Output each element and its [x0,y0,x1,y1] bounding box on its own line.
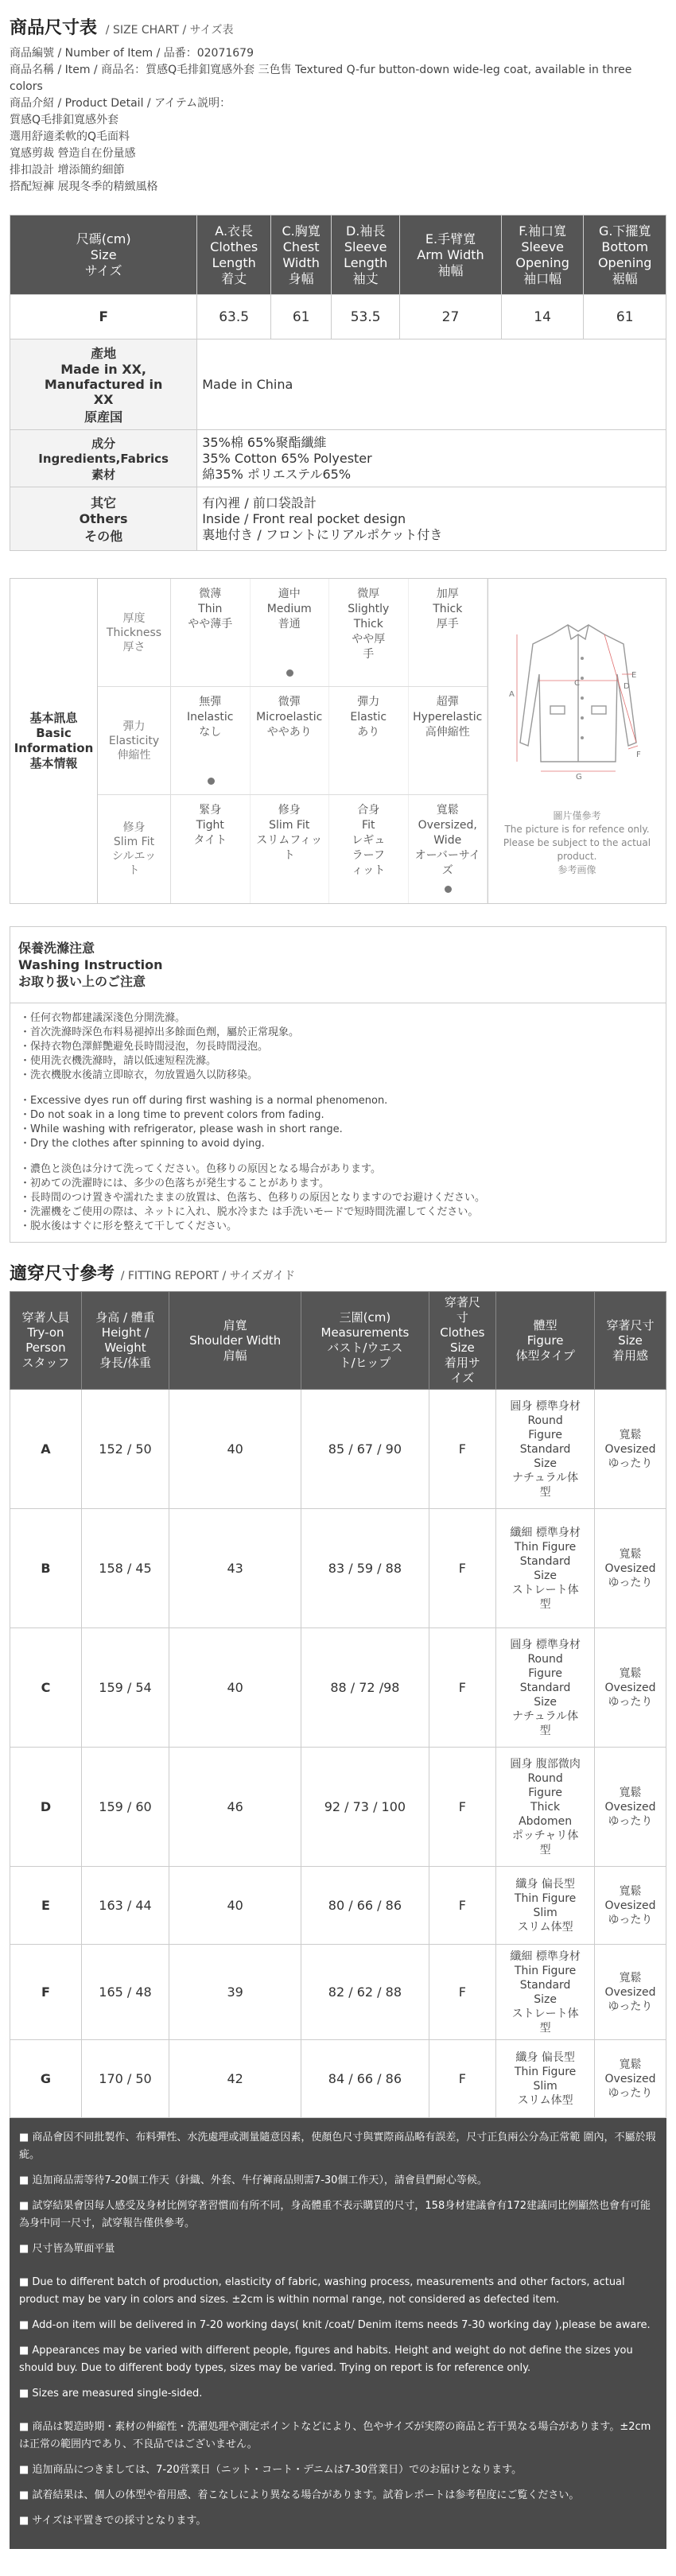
basic-info-option: 適中 Medium 普通 [251,579,330,686]
basic-info-option: 微彈 Microelastic ややあり [251,687,330,794]
washing-line: ・初めての洗濯時には、多少の色落ちが発生することがあります。 [20,1177,329,1189]
fitting-header: 穿著尺 寸 Clothes Size 着用サ イズ [429,1292,496,1390]
fit-feel: 寬鬆 Ovesized ゆったり [594,1748,666,1867]
size-label: F [10,295,197,339]
basic-info-option: 緊身 Tight タイト [171,795,251,903]
basic-info-options [171,795,488,903]
washing-group [20,1094,656,1151]
info-line: 搭配短褲 展現冬季的精緻風格 [10,180,158,193]
basic-info-row [98,795,488,903]
fit-shoulder: 40 [169,1390,301,1509]
fit-size: F [429,2040,496,2118]
notes-divider [19,2266,657,2274]
fitting-row [10,1628,666,1748]
washing-group [20,1011,656,1083]
fitting-header: 三圍(cm) Measurements バスト/ウエス ト/ヒップ [301,1292,429,1390]
page-title: 商品尺寸表 [10,18,98,38]
ingredients-label: 成分 Ingredients,Fabrics 素材 [10,430,197,487]
fit-person: E [10,1867,82,1945]
size-chart-header-row [10,215,666,295]
size-chart-header: F.袖口寬 Sleeve Opening 袖口幅 [501,215,584,295]
note-line: ■ サイズは平置きでの採寸となります。 [19,2515,207,2527]
note-line: ■ Add-on item will be delivered in 7-20 working days( knit /coat/ Denim items needs 7-30 working day ),please be aware. [19,2319,651,2331]
note-line: ■ Sizes are measured single-sided. [19,2388,203,2399]
basic-info-options [171,579,488,686]
basic-info-option: 修身 Slim Fit スリムフィッ ト [251,795,330,903]
info-line: 寬感剪裁 營造自在份量感 [10,147,136,160]
note-line: ■ 試着結果は、個人の体型や着用感、着こなしにより異なる場合があります。試着レポートは参考程度にご覧ください。 [19,2489,580,2501]
washing-title: 保養洗滌注意 Washing Instruction お取り扱い上のご注意 [10,926,666,1003]
fit-figure: 圓身 標準身材 Round Figure Standard Size ナチュラル体 型 [496,1628,595,1748]
info-line: 質感Q毛排釦寬感外套 [10,114,119,126]
washing-line: ・首次洗滌時深色布料易褪掉出多餘面色劑，屬於正常現象。 [20,1026,300,1038]
washing-line: ・長時間のつけ置きや濡れたままの放置は、色落ち、色移りの原因となりますのでお避けください。 [20,1192,486,1204]
size-value: 63.5 [197,295,271,339]
washing-line: ・While washing with refrigerator, please wash in short range. [20,1123,343,1135]
fitting-row [10,2040,666,2118]
size-value: 61 [271,295,332,339]
fit-size: F [429,1748,496,1867]
size-chart-header: D.袖長 Sleeve Length 袖丈 [332,215,400,295]
fitting-header-row [10,1292,666,1390]
fit-shoulder: 39 [169,1945,301,2040]
note-line: ■ 商品會因不同批製作、布料彈性、水洗處理或測量隨意因素，使顏色尺寸與實際商品略有誤差，尺寸正負兩公分為正常範 圍內，不屬於瑕疵。 [19,2132,656,2161]
fit-feel: 寬鬆 Ovesized ゆったり [594,1628,666,1748]
note-line: ■ 試穿結果會因每人感受及身材比例穿著習慣而有所不同，身高體重不表示購買的尺寸，158身材建議會有172建議同比例顯然也會有可能為身中同一尺寸，試穿報告僅供參考。 [19,2200,651,2229]
size-value: 27 [400,295,502,339]
fit-measurements: 85 / 67 / 90 [301,1390,429,1509]
fit-feel: 寬鬆 Ovesized ゆったり [594,1867,666,1945]
diagram-letter: A [509,690,515,699]
fit-feel: 寬鬆 Ovesized ゆったり [594,2040,666,2118]
fit-person: A [10,1390,82,1509]
fit-measurements: 92 / 73 / 100 [301,1748,429,1867]
note-line: ■ 追加商品につきましては、7-20営業日（ニット・コート・デニムは7-30営業日）でのお届けとなります。 [19,2464,523,2476]
fit-size: F [429,1867,496,1945]
diagram-letter: C [574,679,580,688]
fit-measurements: 82 / 62 / 88 [301,1945,429,2040]
note-line: ■ Appearances may be varied with different people, figures and habits. Height and weight do not define the sizes you should buy. Due to different body types, sizes may be varied. Trying on report is for reference only. [19,2345,633,2374]
basic-info-row [98,687,488,795]
fit-size: F [429,1628,496,1748]
size-value: 61 [584,295,666,339]
basic-info-title: 基本訊息 Basic Information 基本情報 [10,579,98,903]
fitting-table [10,1291,666,2118]
fitting-row [10,1509,666,1628]
fitting-body [10,1390,666,2118]
fit-person: B [10,1509,82,1628]
origin-value: Made in China [197,339,666,430]
size-chart-header: G.下擺寬 Bottom Opening 裾幅 [584,215,666,295]
fitting-header: 體型 Figure 体型タイプ [496,1292,595,1390]
washing-line: ・使用洗衣機洗滌時，請以低速短程洗滌。 [20,1055,217,1067]
basic-info-option: 加厚 Thick 厚手 [409,579,488,686]
fit-shoulder: 46 [169,1748,301,1867]
fit-person: G [10,2040,82,2118]
fit-person: F [10,1945,82,2040]
fit-shoulder: 40 [169,1628,301,1748]
size-chart-table [10,215,666,551]
washing-line: ・Dry the clothes after spinning to avoid dying. [20,1138,265,1150]
washing-line: ・洗衣機脫水後請立即晾衣，勿放置過久以防移染。 [20,1069,258,1081]
fit-figure: 纖細 標準身材 Thin Figure Standard Size ストレート体 型 [496,1509,595,1628]
header [0,0,676,196]
fitting-subtitle: / FITTING REPORT / サイズガイド [120,1270,296,1282]
info-line: 排扣設計 增添簡約細節 [10,164,125,177]
note-line: ■ Due to different batch of production, elasticity of fabric, washing process, measurements and other factors, actual product may be vary in colors and sizes. ±2cm is within normal range, not considered as defected item. [19,2276,625,2306]
washing-section [10,926,666,1243]
origin-row [10,339,666,430]
fitting-row [10,1867,666,1945]
fitting-title: 適穿尺寸參考 [10,1264,115,1284]
washing-line: ・Do not soak in a long time to prevent colors from fading. [20,1109,324,1121]
diagram-letter: D [624,682,630,691]
fit-figure: 圓身 腹部微肉 Round Figure Thick Abdomen ポッチャリ体 型 [496,1748,595,1867]
basic-info-option: 無彈 Inelastic なし [171,687,251,794]
note-line: ■ 商品は製造時期・素材の伸縮性・洗濯処理や測定ポイントなどにより、色やサイズが実際の商品と若干異なる場合があります。±2cmは正常の範囲内であり、不良品ではございません。 [19,2421,651,2450]
fit-person: D [10,1748,82,1867]
washing-line: ・保持衣物色澤鮮艷避免長時間浸泡，勿長時間浸泡。 [20,1041,269,1053]
fitting-header: 穿著尺寸 Size 着用感 [594,1292,666,1390]
basic-info-label: 修身 Slim Fit シルエッ ト [98,795,171,903]
note-line: ■ 尺寸皆為單面平量 [19,2243,115,2255]
fitting-title-block [10,1260,676,1285]
page-subtitle: / SIZE CHART / サイズ表 [105,24,234,37]
notes-divider [19,2411,657,2419]
note-line: ■ 追加商品需等待7-20個工作天（針織、外套、牛仔褲商品則需7-30個工作天），請會員們耐心等候。 [19,2174,488,2186]
size-value: 53.5 [332,295,400,339]
washing-line: ・洗濯機をご使用の際は、ネットに入れ、脱水冷また は手洗いモードで短時間洗濯してください。 [20,1206,479,1218]
fitting-header: 穿著人員 Try-on Person スタッフ [10,1292,82,1390]
diagram-caption: 圖片僅參考 The picture is for refence only. Please be subject to the actual product. 参考画像 [503,810,651,875]
product-info [10,45,666,196]
garment-diagram [488,579,666,903]
fitting-row [10,1945,666,2040]
info-line: 選用舒適柔軟的Q毛面料 [10,130,130,143]
fitting-header: 身高 / 體重 Height / Weight 身長/体重 [81,1292,169,1390]
notes-section [10,2118,666,2549]
fit-height-weight: 163 / 44 [81,1867,169,1945]
fit-height-weight: 165 / 48 [81,1945,169,2040]
others-value: 有內裡 / 前口袋設計 Inside / Front real pocket design 裏地付き / フロントにリアルポケット付き [197,487,666,551]
size-chart-header: 尺碼(cm) Size サイズ [10,215,197,295]
fit-person: C [10,1628,82,1748]
fit-shoulder: 43 [169,1509,301,1628]
ingredients-row [10,430,666,487]
fit-figure: 纖身 偏長型 Thin Figure Slim スリム体型 [496,2040,595,2118]
fit-shoulder: 42 [169,2040,301,2118]
basic-info-option: 微薄 Thin やや薄手 [171,579,251,686]
fitting-row [10,1390,666,1509]
fit-size: F [429,1945,496,2040]
fit-figure: 纖身 偏長型 Thin Figure Slim スリム体型 [496,1867,595,1945]
washing-body [10,1003,666,1243]
basic-info-option: 微厚 Slightly Thick やや厚 手 [329,579,409,686]
fit-feel: 寬鬆 Ovesized ゆったり [594,1509,666,1628]
basic-info-grid [98,579,488,903]
fit-measurements: 80 / 66 / 86 [301,1867,429,1945]
diagram-letter: G [576,773,582,782]
basic-info-label: 厚度 Thickness 厚さ [98,579,171,686]
washing-group [20,1162,656,1234]
fit-measurements: 84 / 66 / 86 [301,2040,429,2118]
others-row [10,487,666,551]
fit-feel: 寬鬆 Ovesized ゆったり [594,1390,666,1509]
fit-height-weight: 159 / 54 [81,1628,169,1748]
fit-measurements: 83 / 59 / 88 [301,1509,429,1628]
fit-height-weight: 170 / 50 [81,2040,169,2118]
washing-line: ・任何衣物都建議深淺色分開洗滌。 [20,1012,186,1024]
washing-line: ・脱水後はすぐに形を整えて干してください。 [20,1220,238,1232]
basic-info-option: 寬鬆 Oversized, Wide オーバーサイ ズ [409,795,488,903]
fit-feel: 寬鬆 Ovesized ゆったり [594,1945,666,2040]
fitting-header: 肩寬 Shoulder Width 肩幅 [169,1292,301,1390]
diagram-letter: F [636,751,641,759]
origin-label: 產地 Made in XX, Manufactured in XX 原産国 [10,339,197,430]
fitting-row [10,1748,666,1867]
basic-info-option: 彈力 Elastic あり [329,687,409,794]
washing-line: ・Excessive dyes run off during first washing is a normal phenomenon. [20,1095,388,1107]
basic-info-section [10,578,666,904]
size-value: 14 [501,295,584,339]
diagram-letter: E [631,671,637,680]
fit-measurements: 88 / 72 /98 [301,1628,429,1748]
fit-figure: 纖細 標準身材 Thin Figure Standard Size ストレート体 型 [496,1945,595,2040]
basic-info-option: 超彈 Hyperelastic 高伸縮性 [409,687,488,794]
selected-indicator-dot [208,778,215,785]
basic-info-label: 彈力 Elasticity 伸縮性 [98,687,171,794]
fit-height-weight: 159 / 60 [81,1748,169,1867]
size-chart-header: A.衣長 Clothes Length 着丈 [197,215,271,295]
info-line: 商品編號 / Number of Item / 品番：02071679 [10,47,254,60]
info-line: 商品介紹 / Product Detail / アイテム説明： [10,97,231,110]
ingredients-value: 35%棉 65%聚酯纖維 35% Cotton 65% Polyester 綿35% ポリエステル65% [197,430,666,487]
basic-info-option: 合身 Fit レギュ ラーフ ィット [329,795,409,903]
basic-info-row [98,579,488,687]
fit-size: F [429,1390,496,1509]
size-chart-header: E.手臂寬 Arm Width 袖幅 [400,215,502,295]
info-line: 商品名稱 / Item / 商品名：質感Q毛排釦寬感外套 三色售 Textured Q-fur button-down wide-leg coat, available in three colors [10,64,632,93]
others-label: 其它 Others その他 [10,487,197,551]
basic-info-options [171,687,488,794]
fit-shoulder: 40 [169,1867,301,1945]
fit-figure: 圓身 標準身材 Round Figure Standard Size ナチュラル体 型 [496,1390,595,1509]
fit-height-weight: 152 / 50 [81,1390,169,1509]
fit-size: F [429,1509,496,1628]
fit-height-weight: 158 / 45 [81,1509,169,1628]
size-chart-row [10,295,666,339]
size-chart-header: C.胸寬 Chest Width 身幅 [271,215,332,295]
washing-line: ・濃色と淡色は分けて洗ってください。色移りの原因となる場合があります。 [20,1163,381,1175]
